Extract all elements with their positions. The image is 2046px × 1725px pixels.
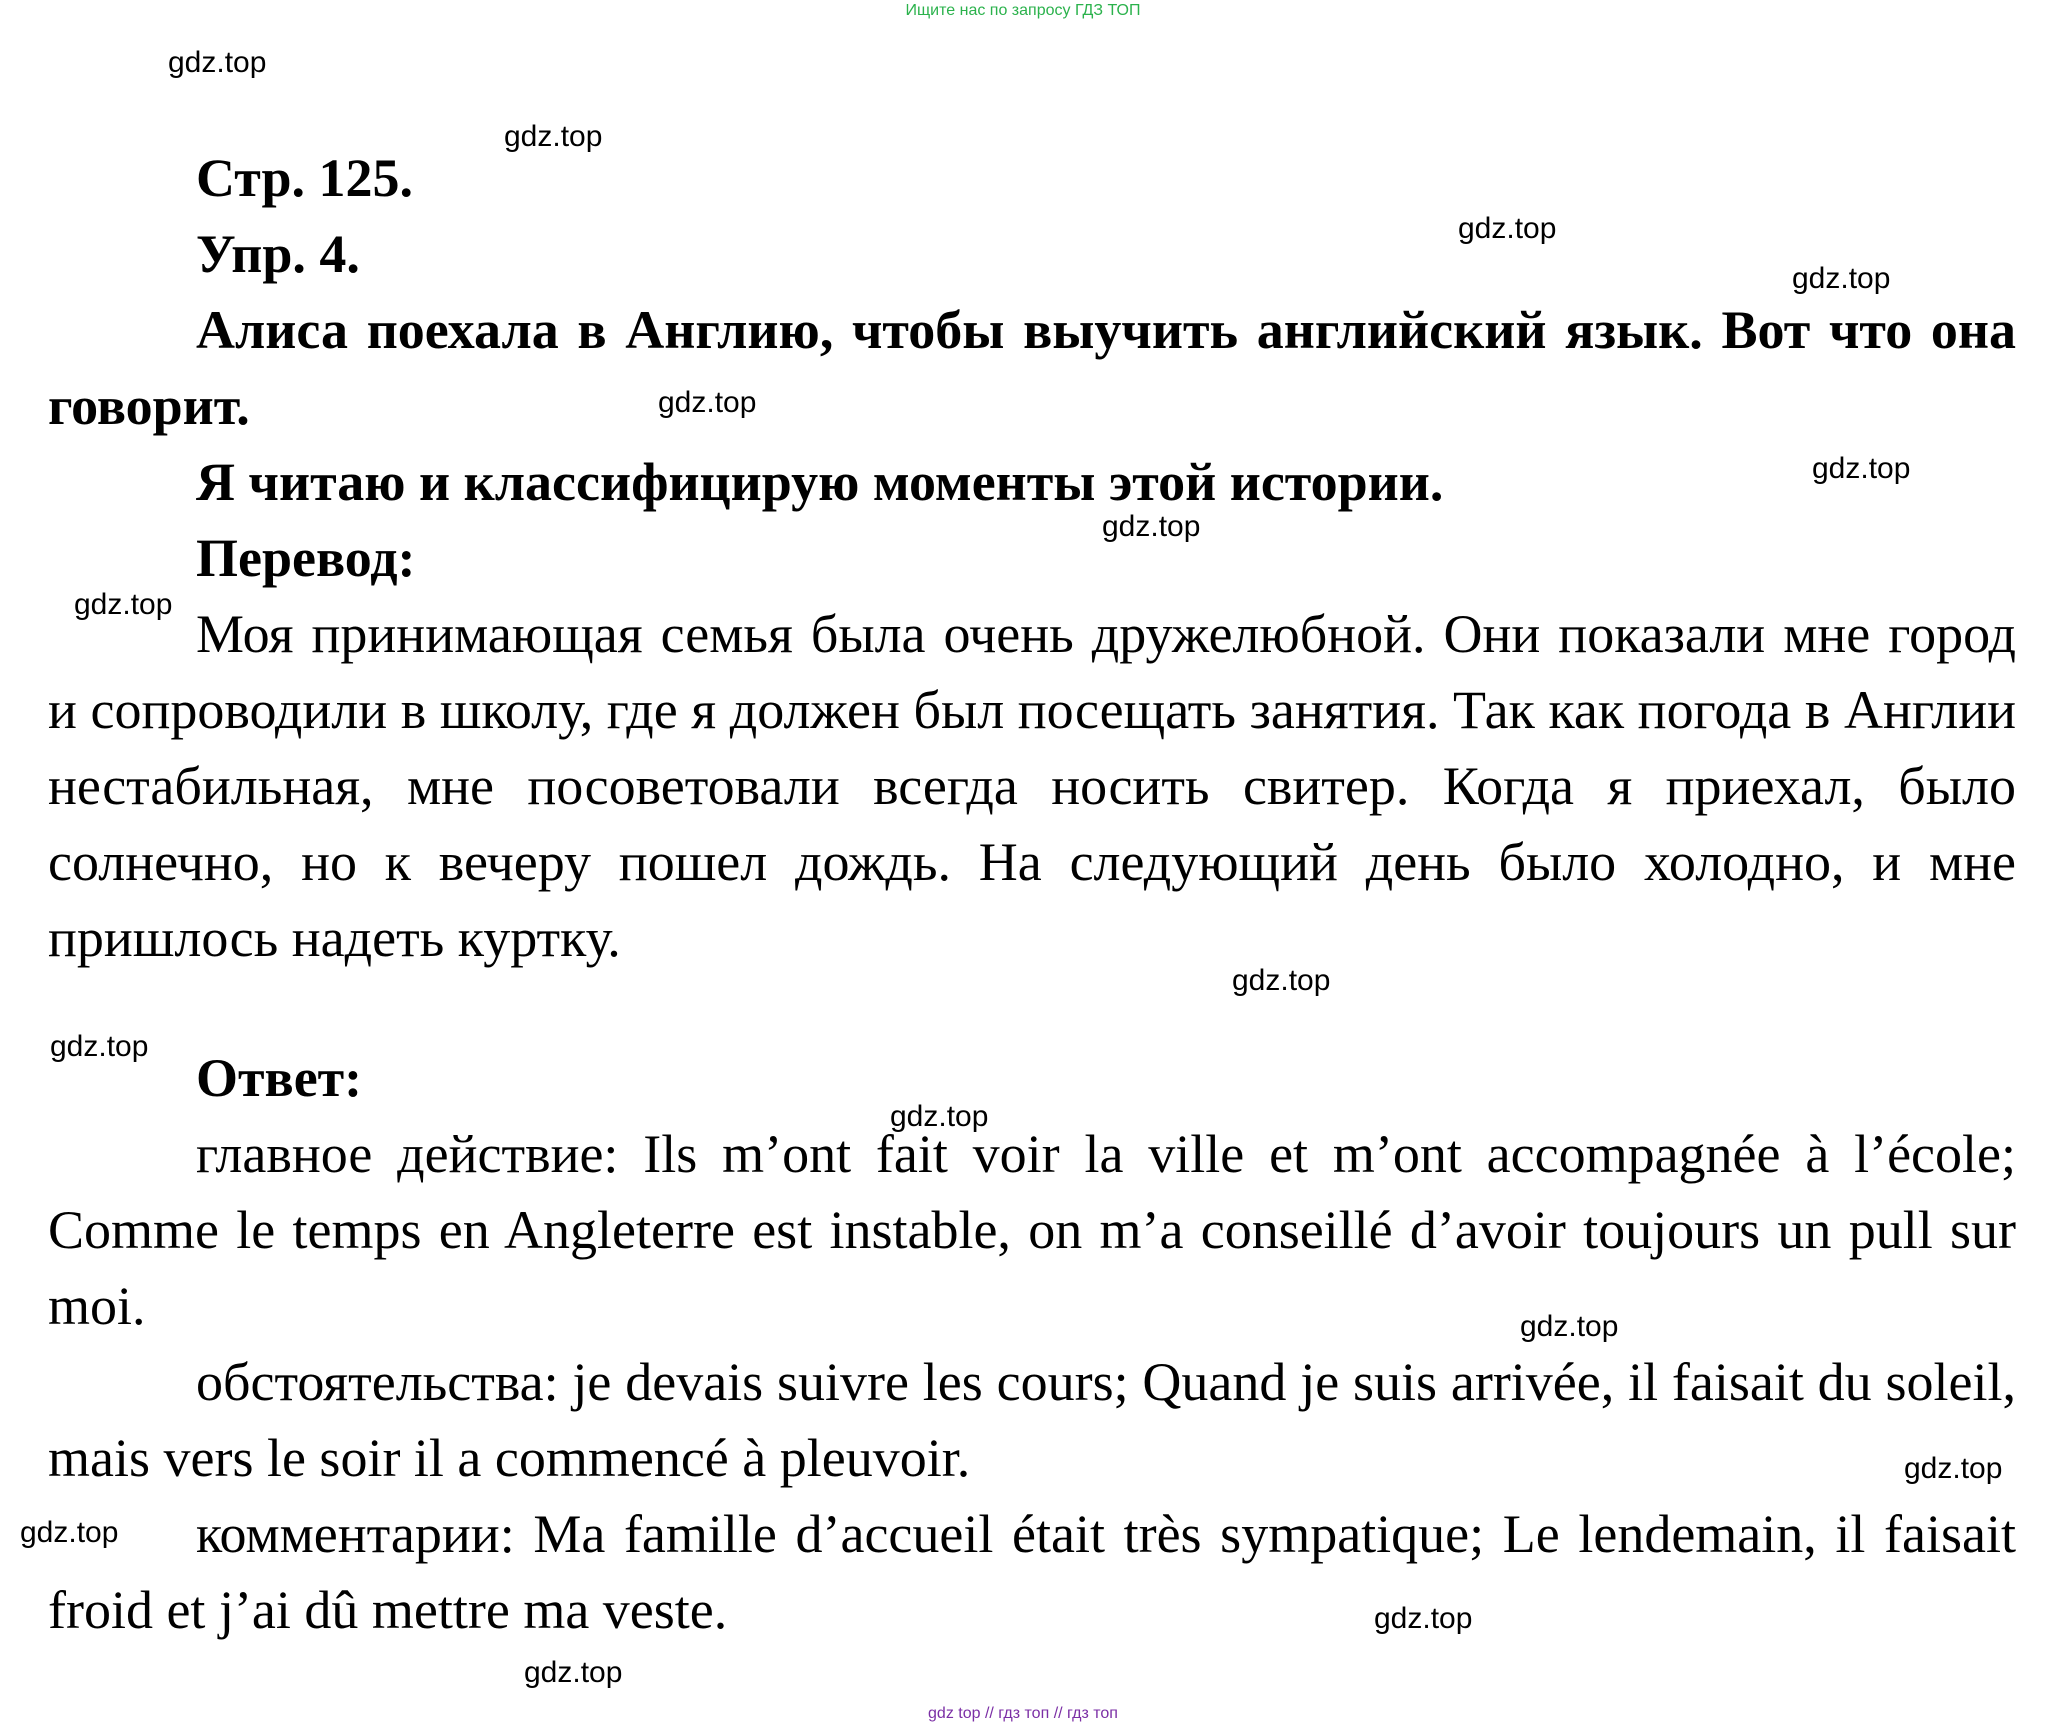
answer-comments: комментарии: Ma famille d’accueil était très sympatique; Le lendemain, il faisait froid et j’ai dû mettre ma veste. [48,1504,2016,1640]
watermark: gdz.top [658,386,757,419]
watermark: gdz.top [1792,262,1891,295]
document-content [48,140,2016,1648]
watermark: gdz.top [1232,964,1331,997]
answer-circumstances: обстоятельства: je devais suivre les cours; Quand je suis arrivée, il faisait du soleil, mais vers le soir il a commencé à pleuvoir. [48,1352,2016,1488]
watermark: gdz.top [168,46,267,79]
task-instruction: Алиса поехала в Англию, чтобы выучить английский язык. Вот что она говорит. [48,300,2016,436]
answer-main-action: главное действие: Ils m’ont fait voir la ville et m’ont accompagnée à l’école; Comme le temps en Angleterre est instable, on m’a conseillé d’avoir toujours un pull sur moi. [48,1124,2016,1336]
translation-text: Моя принимающая семья была очень дружелюбной. Они показали мне город и сопроводили в школу, где я должен был посещать занятия. Так как погода в Англии нестабильная, мне посоветовали всегда носить свитер. Когда я приехал, было солнечно, но к вечеру пошел дождь. На следующий день было холодно, и мне пришлось надеть куртку. [48,604,2016,968]
answer-heading: Ответ: [196,1048,363,1108]
watermark: gdz.top [890,1100,989,1133]
top-banner: Ищите нас по запросу ГДЗ ТОП [905,2,1141,19]
watermark: gdz.top [1458,212,1557,245]
watermark: gdz.top [50,1030,149,1063]
watermark: gdz.top [74,588,173,621]
watermark: gdz.top [1520,1310,1619,1343]
bottom-banner: gdz top // гдз топ // гдз топ [928,1705,1118,1722]
exercise-number: Упр. 4. [196,224,360,284]
watermark: gdz.top [1102,510,1201,543]
watermark: gdz.top [20,1516,119,1549]
page-number: Стр. 125. [196,148,414,208]
watermark: gdz.top [1812,452,1911,485]
translation-heading: Перевод: [196,528,416,588]
watermark: gdz.top [504,120,603,153]
answer-block [48,1040,2016,1648]
watermark: gdz.top [1374,1602,1473,1635]
watermark: gdz.top [524,1656,623,1689]
task-subinstruction: Я читаю и классифицирую моменты этой истории. [196,452,1444,512]
watermark: gdz.top [1904,1452,2003,1485]
